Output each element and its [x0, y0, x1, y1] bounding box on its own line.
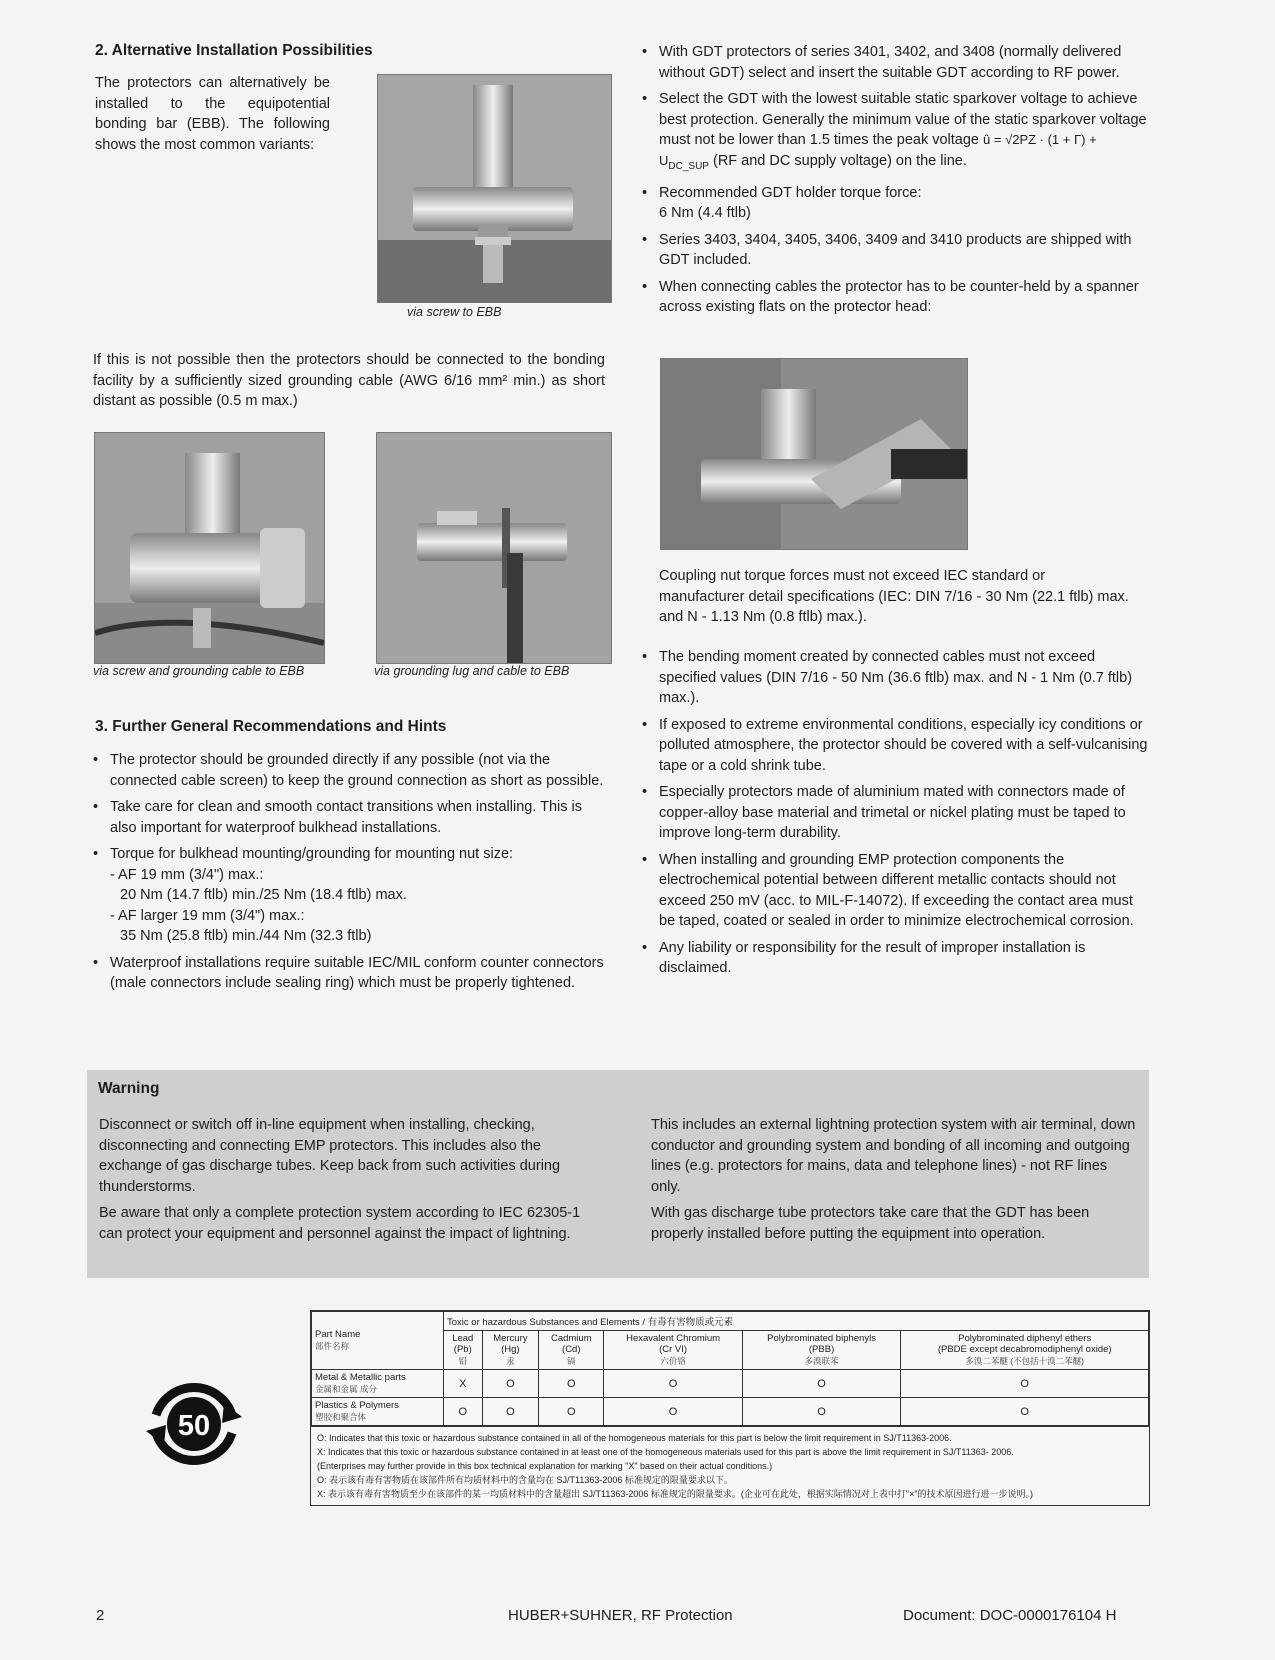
section2-fallback: If this is not possible then the protectors should be connected to the bonding facility by a sufficiently sized grounding cable (AWG 6/16 mm² min.) as short distant as possible (0.5 m max.) — [93, 352, 605, 409]
substance-value-cell: O — [604, 1370, 742, 1398]
list-item — [93, 953, 605, 994]
substance-sym: (Cr VI) — [659, 1344, 688, 1355]
section3-list — [93, 750, 605, 1000]
formula-subscript: DC_SUP — [668, 160, 709, 172]
bullet-text: The bending moment created by connected cables must not exceed specified values (DIN 7/16 - 50 Nm (36.6 ftlb) max. and N - 1 Nm (0.7 ftlb) max.). — [659, 649, 1133, 706]
list-item — [642, 938, 1152, 979]
substance-en: Hexavalent Chromium — [626, 1333, 721, 1344]
warning-title: Warning — [98, 1080, 160, 1097]
recycle-arrows-icon — [138, 1375, 250, 1473]
substance-en: Mercury — [493, 1333, 528, 1344]
substance-value-cell: X — [444, 1370, 483, 1398]
list-item — [93, 844, 605, 947]
section2-intro: The protectors can alternatively be installed to the equipotential bonding bar (EBB). The following shows the most common variants: — [95, 75, 330, 153]
substance-sym: (PBB) — [808, 1344, 835, 1355]
substance-value-cell: O — [901, 1370, 1149, 1398]
list-item — [642, 850, 1152, 932]
bullet-text: If exposed to extreme environmental conditions, especially icy conditions or polluted atmosphere, the protector should be covered with a self-vulcanising tape or a cold shrink tube. — [659, 716, 1148, 774]
photo-screw-to-ebb — [377, 74, 612, 303]
list-item — [642, 183, 1147, 224]
bullet-text: The protector should be grounded directly if any possible (not via the connected cable screen) to keep the ground connection as short as possible. — [110, 752, 604, 789]
substance-sym: (Cd) — [562, 1344, 581, 1355]
section2-heading: 2. Alternative Installation Possibilities — [95, 42, 373, 59]
note-enterprise: (Enterprises may further provide in this box technical explanation for marking "X" based on their actual conditions.) — [317, 1461, 773, 1471]
list-item — [642, 715, 1152, 777]
substance-en: Lead — [452, 1333, 474, 1344]
right-list-bottom — [642, 647, 1152, 985]
substance-cn: 汞 — [506, 1356, 515, 1366]
substance-cn: 铅 — [458, 1356, 468, 1366]
part-name-label: Part Name — [315, 1329, 361, 1340]
gdt-torque-value: 6 Nm (4.4 ftlb) — [659, 205, 751, 222]
caption-screw-and-cable: via screw and grounding cable to EBB — [93, 664, 305, 678]
substance-column-header — [482, 1331, 539, 1370]
note-o-cn: O: 表示该有毒有害物质在该部件所有均质材料中的含量均在 SJ/T11363-2006 标准规定的限量要求以下。 — [317, 1475, 733, 1485]
warning-box — [87, 1070, 1149, 1278]
substance-cn: 多溴二苯醚 (不包括十溴二苯醚) — [965, 1356, 1084, 1366]
substance-column-header — [539, 1331, 604, 1370]
list-item — [642, 647, 1152, 709]
bullet-text: When installing and grounding EMP protection components the electrochemical potential between different metallic contacts should not exceed 250 mV (acc. to MIL-F-14072). If exceeding the contact area must be taped, coated or sealed in order to minimize electrochemical corrosion. — [659, 851, 1134, 929]
torque-af19-value: 20 Nm (14.7 ftlb) min./25 Nm (18.4 ftlb) max. — [120, 887, 407, 903]
section3-heading: 3. Further General Recommendations and Hints — [95, 718, 447, 735]
warning-left-column — [99, 1115, 589, 1250]
photo-spanner — [660, 358, 968, 550]
photo-lug-and-cable — [376, 432, 612, 664]
spanner-image — [661, 359, 967, 549]
part-name: Plastics & Polymers — [315, 1400, 399, 1411]
table-row — [312, 1398, 1149, 1426]
sparkover-formula: û = √2PZ · (1 + Γ) + U — [659, 132, 1097, 168]
substance-value-cell: O — [444, 1398, 483, 1426]
substance-cn: 镉 — [567, 1356, 576, 1366]
substances-table — [311, 1311, 1149, 1426]
protector-cable-image — [95, 433, 324, 663]
bullet-text: • Torque for bulkhead mounting/grounding for mounting nut size: — [110, 846, 514, 862]
substance-value-cell: O — [742, 1398, 901, 1426]
bullet-text: Select the GDT with the lowest suitable static sparkover voltage to achieve best protection. Generally the minimum value of the static sparkover voltage must not be lower than 1.5 times the peak voltage — [659, 91, 1147, 148]
substance-value-cell: O — [539, 1370, 604, 1398]
bullet-text: Especially protectors made of aluminium mated with connectors made of copper-alloy base material and trimetal or nickel plating must be taped to improve long-term durability. — [659, 784, 1126, 841]
bullet-text: • Recommended GDT holder torque force: — [659, 184, 922, 201]
substance-column-header — [901, 1331, 1149, 1370]
list-item — [642, 277, 1147, 318]
protector-screw-image — [378, 75, 611, 302]
warning-left-p1: Disconnect or switch off in-line equipment when installing, checking, disconnecting and connecting EMP protectors. This includes also the exchange of gas discharge tubes. Keep back from such activities during thunderstorms. — [99, 1117, 561, 1195]
substance-column-header — [742, 1331, 901, 1370]
part-name-header — [312, 1312, 444, 1370]
list-item — [642, 782, 1152, 844]
note-x-cn: X: 表示该有毒有害物质至少在该部件的某一均质材料中的含量超出 SJ/T11363-2006 标准规定的限量要求。(企业可在此处，根据实际情况对上表中打"×"的技术原因进行进一步说明。) — [317, 1489, 1034, 1499]
rohs-logo-number: 50 — [177, 1410, 211, 1442]
caption-lug-and-cable: via grounding lug and cable to EBB — [374, 664, 570, 678]
table-notes — [311, 1426, 1149, 1505]
torque-af19-label: - AF 19 mm (3/4") max.: — [110, 866, 264, 883]
substance-value-cell: O — [604, 1398, 742, 1426]
substance-value-cell: O — [901, 1398, 1149, 1426]
list-item — [93, 750, 605, 791]
warning-right-p2: With gas discharge tube protectors take care that the GDT has been properly installed before putting the equipment into operation. — [651, 1205, 1090, 1242]
list-item — [93, 797, 605, 838]
photo-screw-and-cable — [94, 432, 325, 664]
substance-en: Polybrominated biphenyls — [767, 1333, 876, 1344]
caption-screw-to-ebb: via screw to EBB — [407, 305, 502, 319]
hazardous-substances-table — [310, 1310, 1150, 1506]
table-row — [312, 1370, 1149, 1398]
bullet-text: Waterproof installations require suitable IEC/MIL conform counter connectors (male connectors include sealing ring) which must be properly tightened. — [110, 954, 604, 991]
substance-value-cell: O — [482, 1370, 539, 1398]
list-item — [642, 89, 1147, 177]
list-item — [642, 230, 1147, 271]
substance-sym: (PBDE except decabromodiphenyl oxide) — [937, 1344, 1112, 1355]
right-list-top — [642, 42, 1147, 324]
substance-cn: 六价铬 — [660, 1356, 686, 1366]
footer-company: HUBER+SUHNER, RF Protection — [508, 1607, 733, 1624]
bullet-text: Take care for clean and smooth contact transitions when installing. This is also important for waterproof bulkhead installations. — [110, 799, 583, 836]
page-number: 2 — [96, 1607, 105, 1624]
warning-left-p2: Be aware that only a complete protection system according to IEC 62305-1 can protect your equipment and personnel against the impact of lightning. — [99, 1205, 581, 1242]
substance-sym: (Hg) — [501, 1344, 520, 1355]
bullet-text: With GDT protectors of series 3401, 3402, and 3408 (normally delivered without GDT) select and insert the suitable GDT according to RF power. — [659, 44, 1122, 81]
note-o: O: Indicates that this toxic or hazardous substance contained in all of the homogeneous materials for this part is below the limit requirement in SJ/T11363-2006. — [317, 1433, 952, 1443]
china-rohs-50-logo — [138, 1375, 250, 1473]
warning-right-p1: This includes an external lightning protection system with air terminal, down conductor and grounding system and bonding of all incoming and outgoing lines (e.g. protectors for mains, data and telephone lines) - not RF lines only. — [651, 1117, 1136, 1195]
part-name-cell — [312, 1398, 444, 1426]
note-x: X: Indicates that this toxic or hazardous substance contained in at least one of the homogeneous materials used for this part is above the limit requirement in SJ/T11363- 2006. — [317, 1447, 1014, 1457]
substance-column-header — [444, 1331, 483, 1370]
torque-af-larger-value: 35 Nm (25.8 ftlb) min./44 Nm (32.3 ftlb) — [120, 928, 372, 944]
substance-value-cell: O — [742, 1370, 901, 1398]
group-header: Toxic or hazardous Substances and Elements / 有毒有害物质或元素 — [444, 1312, 1149, 1331]
part-name-cell — [312, 1370, 444, 1398]
protector-lug-image — [377, 433, 611, 663]
part-name-cn: 金属和金属 成分 — [315, 1384, 377, 1394]
formula-tail: (RF and DC supply voltage) on the line. — [708, 152, 967, 169]
part-name-cn: 部件名称 — [315, 1341, 350, 1351]
substance-column-header — [604, 1331, 742, 1370]
warning-right-column — [651, 1115, 1136, 1250]
part-name-cn: 塑胶和聚合体 — [315, 1412, 367, 1422]
list-item — [642, 42, 1147, 83]
bullet-text: Any liability or responsibility for the result of improper installation is disclaimed. — [659, 939, 1086, 976]
substance-en: Polybrominated diphenyl ethers — [958, 1333, 1092, 1344]
bullet-text: Series 3403, 3404, 3405, 3406, 3409 and 3410 products are shipped with GDT included. — [659, 231, 1132, 269]
coupling-nut-text: Coupling nut torque forces must not exceed IEC standard or manufacturer detail specifications (IEC: DIN 7/16 - 30 Nm (22.1 ftlb) max. and N - 1.13 Nm (0.8 ftlb) max.). — [659, 568, 1129, 625]
part-name: Metal & Metallic parts — [315, 1372, 406, 1383]
footer-document-id: Document: DOC-0000176104 H — [903, 1607, 1117, 1624]
substance-sym: (Pb) — [453, 1344, 472, 1355]
substance-value-cell: O — [539, 1398, 604, 1426]
bullet-text: When connecting cables the protector has to be counter-held by a spanner across existing flats on the protector head: — [659, 278, 1139, 316]
substance-value-cell: O — [482, 1398, 539, 1426]
torque-af-larger-label: - AF larger 19 mm (3/4") max.: — [110, 907, 305, 924]
substance-cn: 多溴联苯 — [804, 1356, 839, 1366]
substance-en: Cadmium — [550, 1333, 592, 1344]
